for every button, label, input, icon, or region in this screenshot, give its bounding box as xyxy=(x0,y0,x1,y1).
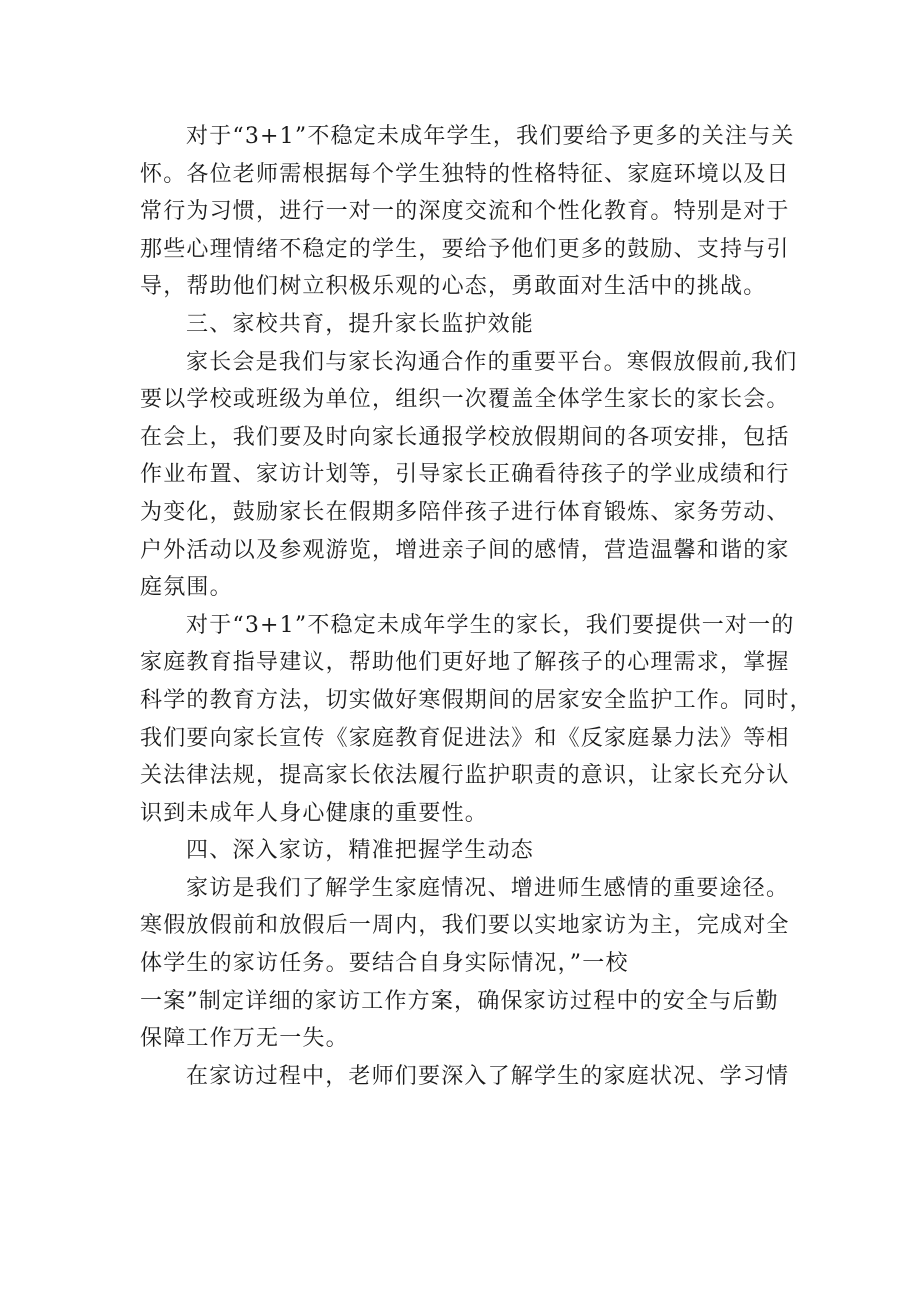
text-line: 识到未成年人身心健康的重要性。 xyxy=(140,800,489,826)
text-line: 要以学校或班级为单位，组织一次覆盖全体学生家长的家长会。 xyxy=(140,387,790,413)
section-heading: 三、家校共育，提升家长监护效能 xyxy=(186,311,535,337)
text-line: 对于“3+1”不稳定未成年学生，我们要给予更多的关注与关 xyxy=(186,124,795,149)
text-line: 为变化，鼓励家长在假期多陪伴孩子进行体育锻炼、家务劳动、 xyxy=(140,499,790,525)
text-line: 庭氛围。 xyxy=(140,575,233,601)
text-line: 在家访过程中，老师们要深入了解学生的家庭状况、学习情 xyxy=(186,1063,790,1089)
text-line: 科学的教育方法，切实做好寒假期间的居家安全监护工作。同时， xyxy=(140,687,813,713)
text-line: 一案”制定详细的家访工作方案，确保家访过程中的安全与后勤 xyxy=(140,988,779,1014)
text-line: 作业布置、家访计划等，引导家长正确看待孩子的学业成绩和行 xyxy=(140,462,790,488)
text-line: 体学生的家访任务。要结合自身实际情况，”一校 xyxy=(140,951,629,977)
text-line: 怀。各位老师需根据每个学生独特的性格特征、家庭环境以及日 xyxy=(140,161,790,187)
section-heading: 四、深入家访，精准把握学生动态 xyxy=(186,838,535,864)
text-line: 那些心理情绪不稳定的学生，要给予他们更多的鼓励、支持与引 xyxy=(140,236,790,262)
text-line: 寒假放假前和放假后一周内，我们要以实地家访为主，完成对全 xyxy=(140,913,790,939)
text-line: 家长会是我们与家长沟通合作的重要平台。寒假放假前,我们 xyxy=(186,349,798,375)
text-line: 在会上，我们要及时向家长通报学校放假期间的各项安排，包括 xyxy=(140,424,790,450)
text-line: 常行为习惯，进行一对一的深度交流和个性化教育。特别是对于 xyxy=(140,199,790,225)
text-line: 我们要向家长宣传《家庭教育促进法》和《反家庭暴力法》等相 xyxy=(140,725,790,751)
document-body xyxy=(140,118,813,1095)
text-line: 对于“3+1”不稳定未成年学生的家长，我们要提供一对一的 xyxy=(186,612,795,638)
text-line: 保障工作万无一失。 xyxy=(140,1026,349,1052)
text-line: 关法律法规，提高家长依法履行监护职责的意识，让家长充分认 xyxy=(140,763,790,789)
text-line: 家庭教育指导建议，帮助他们更好地了解孩子的心理需求，掌握 xyxy=(140,650,790,676)
text-line: 户外活动以及参观游览，增进亲子间的感情，营造温馨和谐的家 xyxy=(140,537,790,563)
text-line: 导，帮助他们树立积极乐观的心态，勇敢面对生活中的挑战。 xyxy=(140,274,767,300)
text-line: 家访是我们了解学生家庭情况、增进师生感情的重要途径。 xyxy=(186,875,790,901)
